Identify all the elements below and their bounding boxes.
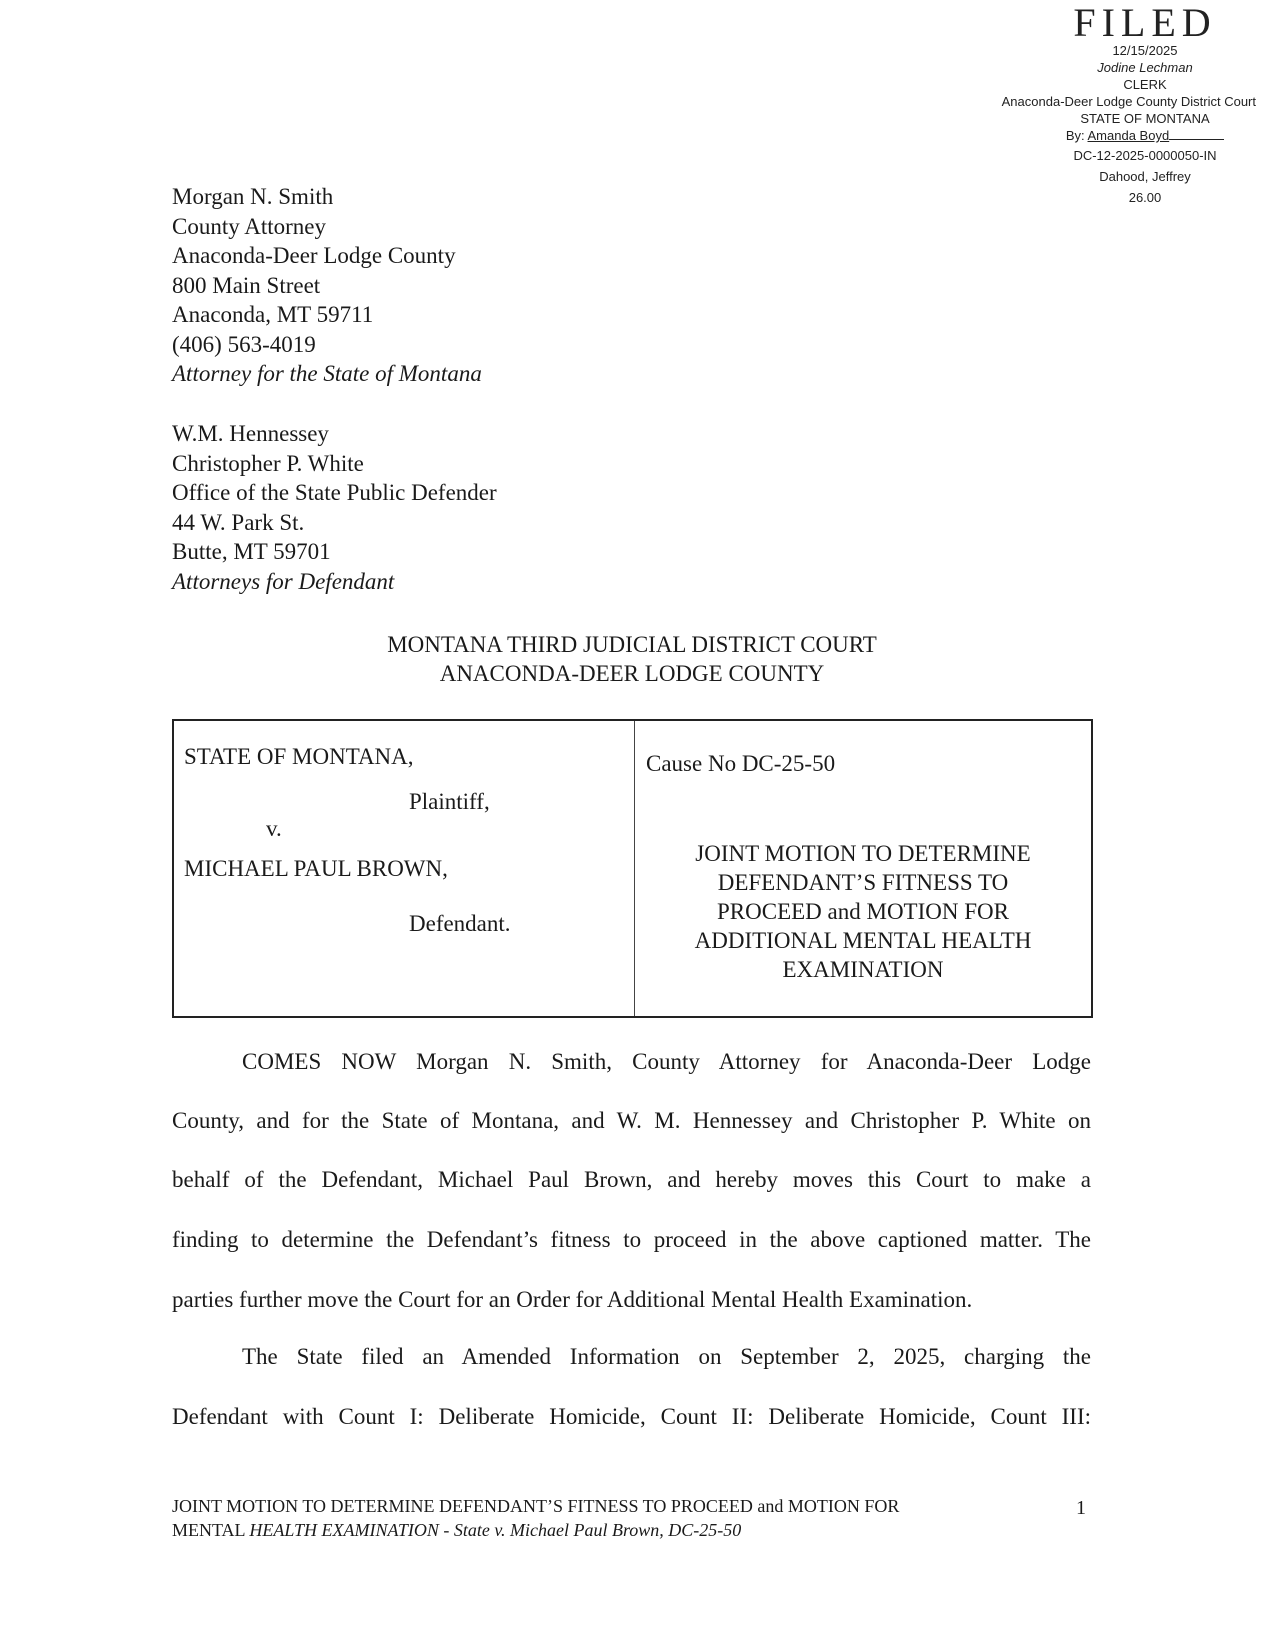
attorney-line: Morgan N. Smith bbox=[172, 184, 334, 209]
filed-date: 12/15/2025 bbox=[1112, 43, 1178, 58]
stamp-state: STATE OF MONTANA bbox=[1080, 111, 1210, 126]
title-line: ADDITIONAL MENTAL HEALTH bbox=[694, 928, 1032, 953]
title-line: JOINT MOTION TO DETERMINE bbox=[695, 841, 1031, 866]
attorney-role: Attorney for the State of Montana bbox=[172, 361, 482, 386]
attorney-line: Anaconda, MT 59711 bbox=[172, 302, 374, 327]
stamp-judge: Dahood, Jeffrey bbox=[1099, 169, 1191, 184]
attorney-line: County Attorney bbox=[172, 213, 326, 239]
page-number: 1 bbox=[1076, 1497, 1086, 1519]
title-line: PROCEED and MOTION FOR bbox=[717, 899, 1009, 924]
title-line: EXAMINATION bbox=[782, 957, 944, 982]
title-line: DEFENDANT’S FITNESS TO bbox=[717, 870, 1009, 895]
stamp-fee: 26.00 bbox=[1128, 190, 1162, 205]
footer-line: JOINT MOTION TO DETERMINE DEFENDANT’S FITNESS TO PROCEED and MOTION FOR bbox=[172, 1496, 900, 1516]
defendant-name: MICHAEL PAUL BROWN, bbox=[184, 856, 448, 881]
attorney-line: W.M. Hennessey bbox=[172, 421, 329, 446]
court-name: MONTANA THIRD JUDICIAL DISTRICT COURT bbox=[387, 632, 877, 657]
attorney-line: 44 W. Park St. bbox=[172, 509, 305, 535]
stamp-court: Anaconda-Deer Lodge County District Court bbox=[1001, 94, 1256, 109]
plaintiff-name: STATE OF MONTANA, bbox=[184, 744, 414, 769]
motion-title bbox=[635, 839, 1091, 984]
page-footer bbox=[172, 1494, 1092, 1542]
stamp-case-id: DC-12-2025-0000050-IN bbox=[1073, 148, 1217, 163]
plaintiff-label: Plaintiff, bbox=[409, 789, 490, 814]
clerk-title: CLERK bbox=[1123, 77, 1167, 92]
attorney-line: (406) 563-4019 bbox=[172, 331, 316, 357]
clerk-name: Jodine Lechman bbox=[1097, 60, 1193, 75]
case-caption bbox=[172, 719, 1093, 1018]
body-line: County, and for the State of Montana, and W. M. Hennessey and Christopher P. White on bbox=[172, 1108, 1091, 1133]
court-county: ANACONDA-DEER LODGE COUNTY bbox=[439, 661, 825, 686]
body-line: parties further move the Court for an Order for Additional Mental Health Examination. bbox=[172, 1287, 973, 1312]
cause-number: Cause No DC-25-50 bbox=[646, 751, 836, 776]
defendant-label: Defendant. bbox=[409, 911, 511, 936]
court-heading bbox=[172, 630, 1092, 688]
versus: v. bbox=[266, 816, 282, 841]
footer-line: MENTAL HEALTH EXAMINATION - State v. Michael Paul Brown, DC-25-50 bbox=[172, 1520, 742, 1540]
body-line: The State filed an Amended Information on September 2, 2025, charging the bbox=[242, 1344, 1091, 1369]
attorney-line: Christopher P. White bbox=[172, 450, 364, 476]
defense-attorney-block bbox=[172, 419, 497, 596]
attorney-line: Anaconda-Deer Lodge County bbox=[172, 243, 456, 268]
body-line: COMES NOW Morgan N. Smith, County Attorney for Anaconda-Deer Lodge bbox=[242, 1049, 1091, 1074]
state-attorney-block bbox=[172, 182, 482, 389]
attorney-role: Attorneys for Defendant bbox=[172, 568, 395, 594]
attorney-line: 800 Main Street bbox=[172, 272, 321, 298]
body-line: behalf of the Defendant, Michael Paul Brown, and hereby moves this Court to make a bbox=[172, 1167, 1091, 1192]
stamp-by: By: Amanda Boyd bbox=[1020, 127, 1270, 144]
body-line: Defendant with Count I: Deliberate Homicide, Count II: Deliberate Homicide, Count III: bbox=[172, 1404, 1091, 1429]
attorney-line: Butte, MT 59701 bbox=[172, 539, 331, 564]
body-line: finding to determine the Defendant’s fitness to proceed in the above captioned matter. The bbox=[172, 1227, 1091, 1252]
filed-stamp bbox=[1001, 0, 1270, 206]
attorney-line: Office of the State Public Defender bbox=[172, 480, 497, 505]
filed-label: FILED bbox=[1073, 0, 1217, 45]
